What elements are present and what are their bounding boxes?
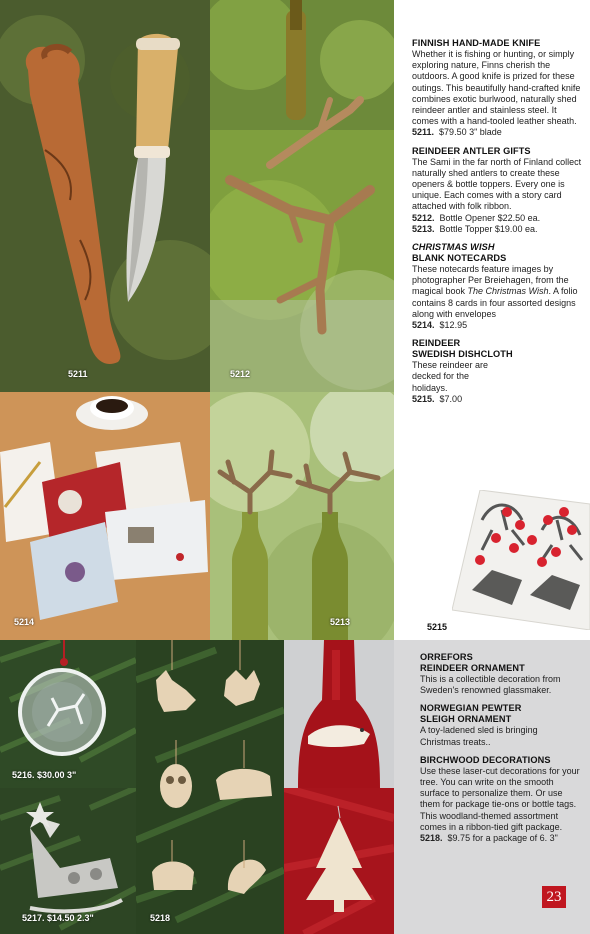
product-heading: BLANK NOTECARDS bbox=[412, 253, 507, 264]
antler-opener-photo bbox=[210, 0, 394, 392]
bird-tag-bottle-photo bbox=[284, 640, 394, 788]
product-description: These notecards feature images by photographer Per Breiehagen, from the magical book The Christmas Wish. A folio contains 8 cards in four assorted designs along with envelopes bbox=[412, 264, 578, 319]
product-description: This is a collectible decoration from Sweden's renowned glassmaker. bbox=[420, 674, 561, 696]
photo-label-5212: 5212 bbox=[230, 369, 251, 379]
product-heading: BIRCHWOOD DECORATIONS bbox=[420, 754, 551, 765]
product-description: The Sami in the far north of Finland collect naturally shed antlers to create these openers & bottle toppers. Every one is unique. Each comes with a story card attached with folk ribbon. bbox=[412, 156, 582, 212]
product-heading: SWEDISH DISHCLOTH bbox=[412, 349, 513, 360]
product-5217-block bbox=[420, 703, 580, 747]
product-heading: REINDEER ORNAMENT bbox=[420, 663, 525, 673]
photo-label-5216: 5216. $30.00 3" bbox=[12, 770, 77, 780]
birchwood-decorations-photo bbox=[136, 640, 284, 934]
product-price: 5211. $79.50 3" blade bbox=[412, 127, 502, 138]
product-heading: REINDEER ANTLER GIFTS bbox=[412, 145, 531, 156]
photo-label-5213: 5213 bbox=[330, 617, 351, 627]
product-heading: NORWEGIAN PEWTER bbox=[420, 703, 522, 714]
photo-label-5218: 5218 bbox=[150, 913, 171, 923]
product-5212-5213-block bbox=[412, 146, 584, 235]
product-description: Use these laser-cut decorations for your tree. You can write on the smooth surface to personalize them. Or use them for package tie-ons or bottle tags. This woodland-themed assortment comes in a ribbon-tied gift package. 5218. $9.75 for a package of 6. 3" bbox=[420, 765, 580, 844]
product-description: A toy-ladened sled is bringing Christmas treats.. bbox=[420, 725, 538, 747]
product-heading: SLEIGH ORNAMENT bbox=[420, 714, 512, 725]
page-number: 23 bbox=[542, 886, 566, 908]
product-description: These reindeer are decked for the holidays. bbox=[412, 360, 489, 393]
product-heading: FINNISH HAND-MADE KNIFE bbox=[412, 38, 541, 48]
photo-label-5214: 5214 bbox=[14, 617, 35, 627]
product-description: Whether it is fishing or hunting, or simply exploring nature, Finns cherish the outdoors. A good knife is prized for these outings. This beautifully hand-crafted knife combines exotic burlwood, naturally shed reindeer antler and stainless steel. It comes with a hand-tooled leather sheath. bbox=[412, 49, 581, 127]
product-price: 5213. Bottle Topper $19.00 ea. bbox=[412, 223, 538, 234]
product-heading: ORREFORS bbox=[420, 652, 473, 662]
bottle-topper-photo bbox=[210, 392, 394, 640]
photo-label-5211: 5211 bbox=[68, 369, 88, 379]
product-5215-block bbox=[412, 338, 584, 405]
product-text-column-bottom bbox=[420, 652, 580, 851]
product-5216-block bbox=[420, 652, 580, 696]
product-text-column-top bbox=[412, 38, 584, 412]
product-price: 5215. $7.00 bbox=[412, 393, 463, 404]
notecards-photo bbox=[0, 392, 210, 640]
glass-reindeer-ornament-photo bbox=[0, 640, 136, 788]
photo-label-5215: 5215 bbox=[427, 622, 448, 632]
product-5211-block bbox=[412, 38, 584, 139]
product-price: 5212. Bottle Opener $22.50 ea. bbox=[412, 212, 541, 223]
dishcloth-photo bbox=[452, 490, 590, 630]
product-5218-block bbox=[420, 755, 580, 844]
product-heading: REINDEER bbox=[412, 338, 461, 349]
knife-photo bbox=[0, 0, 210, 392]
photo-label-5217: 5217. $14.50 2.3" bbox=[22, 913, 94, 923]
product-5214-block bbox=[412, 242, 584, 331]
product-heading-italic: CHRISTMAS WISH bbox=[412, 242, 495, 253]
product-price: 5214. $12.95 bbox=[412, 320, 468, 331]
tree-tag-package-photo bbox=[284, 788, 394, 934]
